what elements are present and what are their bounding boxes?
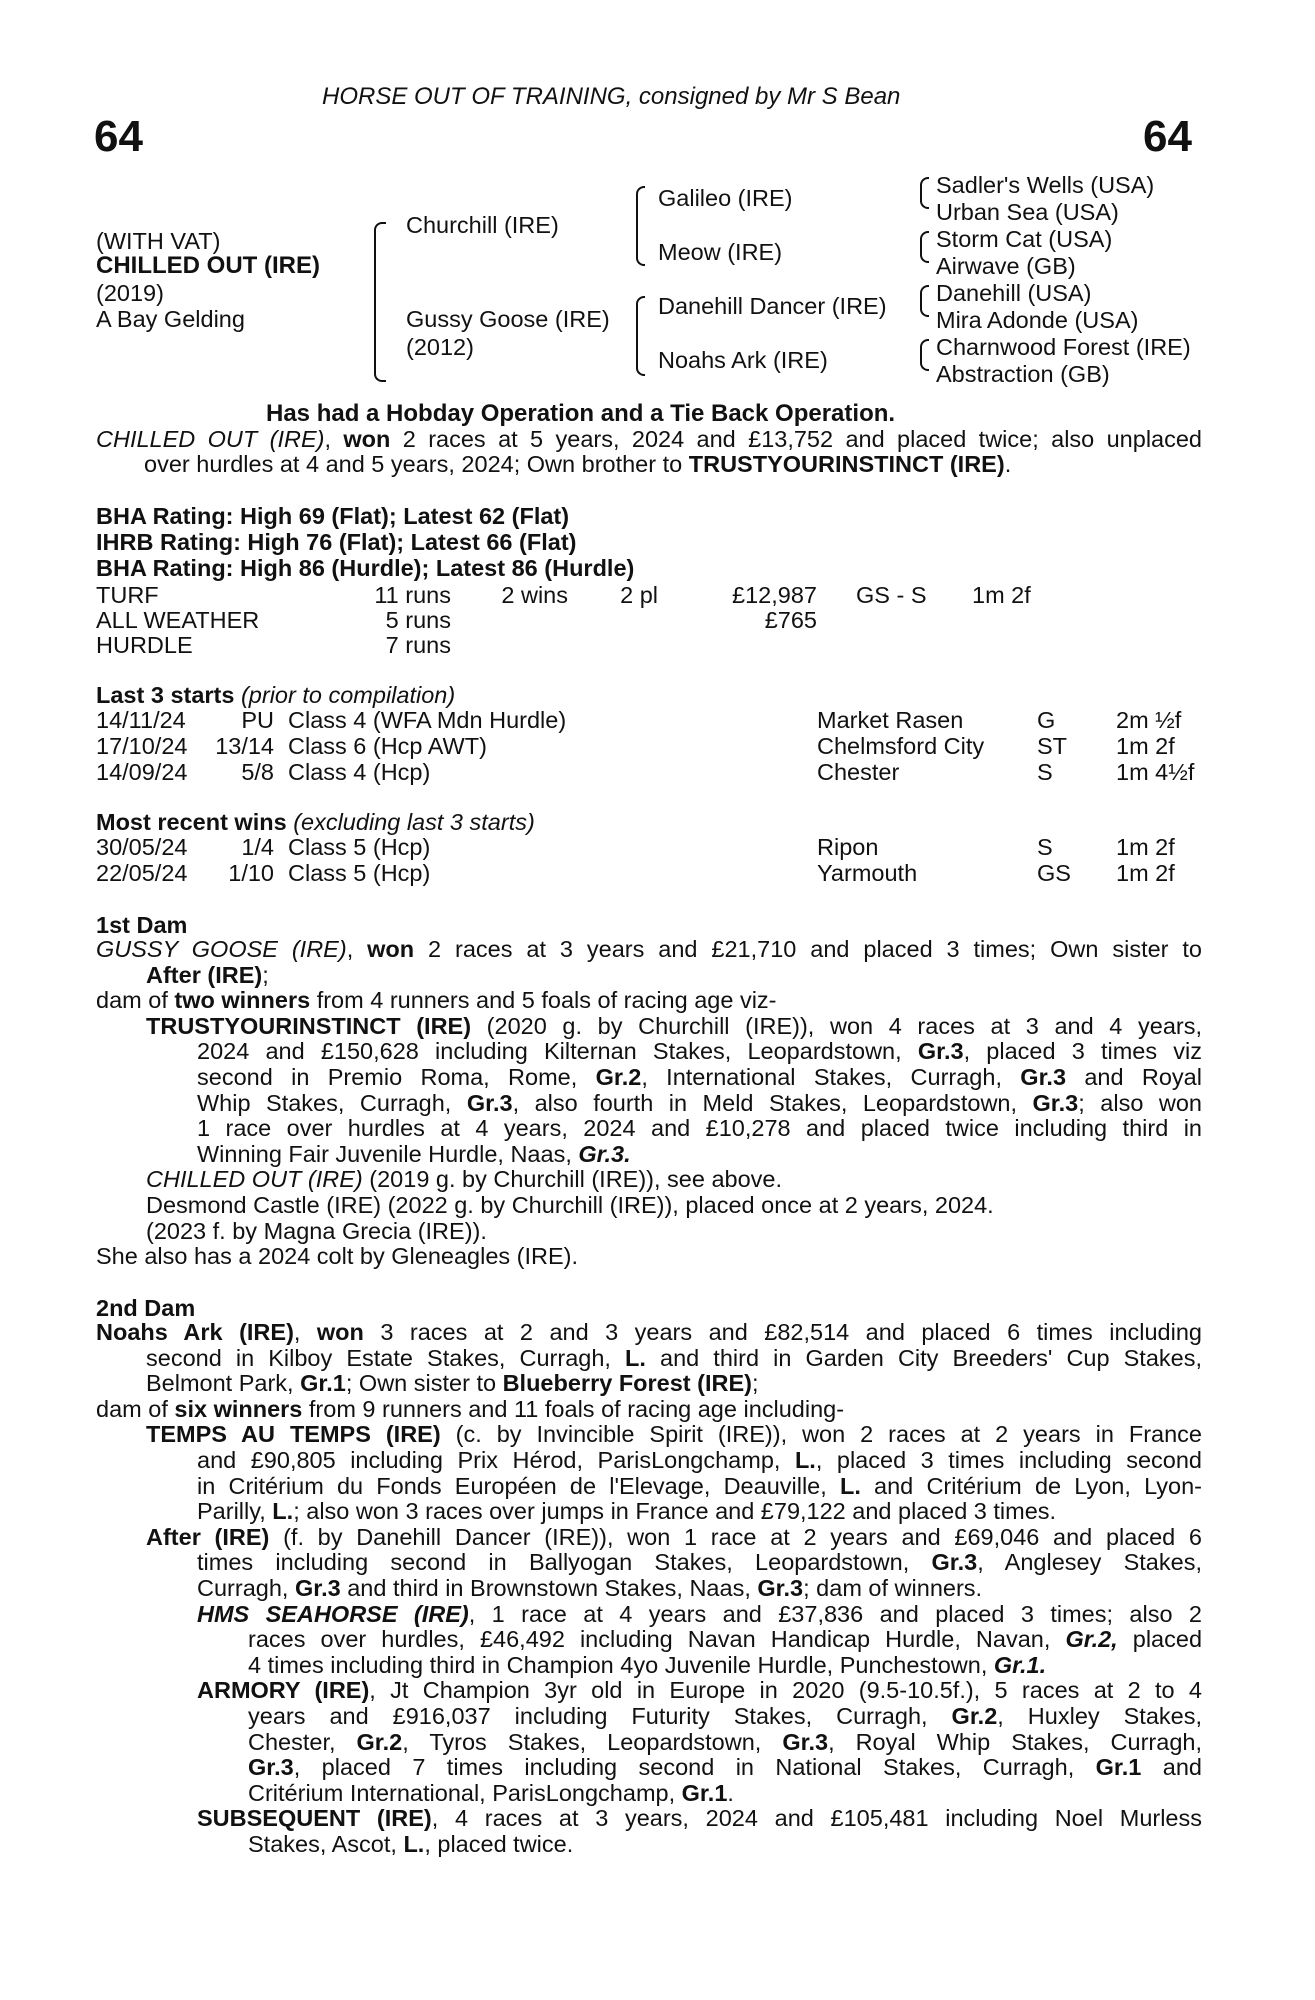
race-position: PU	[241, 707, 274, 733]
race-position: 5/8	[241, 759, 274, 785]
race-going: S	[1037, 759, 1053, 785]
pedigree-sdd: Airwave (GB)	[936, 253, 1076, 279]
record-pl: 2 pl	[620, 582, 658, 608]
text-line: times including second in Ballyogan Stakes, Leopardstown, Gr.3, Anglesey Stakes,	[197, 1549, 1202, 1576]
record-dist: 1m 2f	[972, 582, 1031, 608]
race-date: 14/11/24	[96, 707, 186, 733]
record-wins: 2 wins	[501, 582, 568, 608]
pedigree-sds: Storm Cat (USA)	[936, 226, 1113, 252]
text-line: Whip Stakes, Curragh, Gr.3, also fourth in Meld Stakes, Leopardstown, Gr.3; also won	[197, 1089, 1202, 1116]
race-distance: 1m 2f	[1116, 733, 1175, 759]
text-line: Curragh, Gr.3 and third in Brownstown Stakes, Naas, Gr.3; dam of winners.	[197, 1575, 983, 1601]
pedigree-brace-dd	[920, 339, 929, 371]
race-date: 30/05/24	[96, 834, 188, 860]
intro-line-1: CHILLED OUT (IRE), won 2 races at 5 years, 2024 and £13,752 and placed twice; also unplaced	[96, 426, 1203, 452]
text-line: years and £916,037 including Futurity Stakes, Curragh, Gr.2, Huxley Stakes,	[248, 1703, 1202, 1729]
pedigree-dss: Danehill (USA)	[936, 280, 1092, 306]
text-line: HMS SEAHORSE (IRE), 1 race at 4 years and £37,836 and placed 3 times; also 2	[197, 1600, 1202, 1627]
race-class: Class 5 (Hcp)	[288, 834, 431, 860]
text-line: races over hurdles, £46,492 including Navan Handicap Hurdle, Navan, Gr.2, placed	[248, 1626, 1203, 1653]
dam-dam: Noahs Ark (IRE)	[658, 347, 828, 373]
record-type: ALL WEATHER	[96, 607, 260, 633]
dam-name: Gussy Goose (IRE)	[406, 306, 610, 332]
race-class: Class 4 (WFA Mdn Hurdle)	[288, 707, 567, 733]
text-line: Belmont Park, Gr.1; Own sister to Blueberry Forest (IRE);	[146, 1370, 759, 1397]
text-line: dam of six winners from 9 runners and 11 foals of racing age including-	[96, 1395, 845, 1422]
pedigree-brace-sire	[636, 186, 645, 266]
sire-dam: Meow (IRE)	[658, 239, 783, 265]
record-type: TURF	[96, 582, 159, 608]
lot-number-left: 64	[94, 112, 143, 161]
pedigree-brace-dam	[636, 296, 645, 376]
text-line: 1 race over hurdles at 4 years, 2024 and £10,278 and placed twice including third in	[197, 1115, 1202, 1142]
sire-name: Churchill (IRE)	[406, 212, 559, 238]
race-distance: 2m ½f	[1116, 707, 1182, 733]
pedigree-dsd: Mira Adonde (USA)	[936, 307, 1139, 333]
race-course: Chelmsford City	[817, 733, 985, 759]
race-distance: 1m 2f	[1116, 834, 1175, 860]
text-line: SUBSEQUENT (IRE), 4 races at 3 years, 2024 and £105,481 including Noel Murless	[197, 1805, 1202, 1832]
rating-bha-flat: BHA Rating: High 69 (Flat); Latest 62 (Flat)	[96, 503, 570, 529]
text-line: 2024 and £150,628 including Kilternan Stakes, Leopardstown, Gr.3, placed 3 times viz	[197, 1038, 1203, 1065]
record-runs: 5 runs	[385, 607, 451, 633]
record-runs: 11 runs	[374, 582, 451, 608]
record-type: HURDLE	[96, 632, 193, 658]
text-line: ARMORY (IRE), Jt Champion 3yr old in Europe in 2020 (9.5-10.5f.), 5 races at 2 to 4	[197, 1677, 1203, 1704]
pedigree-brace-ss	[920, 177, 929, 209]
operation-notice: Has had a Hobday Operation and a Tie Back Operation.	[266, 400, 896, 427]
wins-heading: Most recent wins (excluding last 3 starts)	[96, 809, 535, 835]
text-line: TEMPS AU TEMPS (IRE) (c. by Invincible Spirit (IRE)), won 2 races at 2 years in France	[146, 1421, 1202, 1448]
record-going: GS - S	[856, 582, 927, 608]
horse-description: A Bay Gelding	[96, 306, 245, 332]
race-date: 17/10/24	[96, 733, 188, 759]
text-line: Chester, Gr.2, Tyros Stakes, Leopardstown, Gr.3, Royal Whip Stakes, Curragh,	[248, 1728, 1202, 1755]
record-money: £12,987	[732, 582, 817, 608]
race-date: 14/09/24	[96, 759, 188, 785]
race-course: Yarmouth	[817, 860, 918, 886]
record-money: £765	[764, 607, 817, 633]
first-dam-heading: 1st Dam	[96, 912, 188, 938]
race-course: Chester	[817, 759, 900, 785]
race-position: 13/14	[215, 733, 274, 759]
rating-bha-hurdle: BHA Rating: High 86 (Hurdle); Latest 86 (Hurdle)	[96, 555, 635, 581]
text-line: She also has a 2024 colt by Gleneagles (IRE).	[96, 1243, 579, 1270]
race-course: Market Rasen	[817, 707, 964, 733]
text-line: GUSSY GOOSE (IRE), won 2 races at 3 years and £21,710 and placed 3 times; Own sister to	[96, 936, 1203, 962]
lot-number-right: 64	[1143, 112, 1192, 161]
race-going: GS	[1037, 860, 1071, 886]
race-class: Class 5 (Hcp)	[288, 860, 431, 886]
race-date: 22/05/24	[96, 860, 188, 886]
race-going: S	[1037, 834, 1053, 860]
page-subtitle: HORSE OUT OF TRAINING, consigned by Mr S Bean	[322, 83, 901, 110]
second-dam-heading: 2nd Dam	[96, 1295, 196, 1321]
race-distance: 1m 4½f	[1116, 759, 1195, 785]
text-line: 4 times including third in Champion 4yo Juvenile Hurdle, Punchestown, Gr.1.	[248, 1651, 1047, 1678]
text-line: Parilly, L.; also won 3 races over jumps in France and £79,122 and placed 3 times.	[197, 1498, 1057, 1525]
race-going: ST	[1037, 733, 1068, 759]
pedigree-brace-sd	[920, 231, 929, 263]
record-runs: 7 runs	[385, 632, 451, 658]
rating-ihrb-flat: IHRB Rating: High 76 (Flat); Latest 66 (Flat)	[96, 529, 577, 555]
race-class: Class 4 (Hcp)	[288, 759, 431, 785]
race-course: Ripon	[817, 834, 879, 860]
race-position: 1/10	[228, 860, 274, 886]
text-line: and £90,805 including Prix Hérod, ParisLongchamp, L., placed 3 times including second	[197, 1447, 1202, 1473]
pedigree-ddd: Abstraction (GB)	[936, 361, 1110, 387]
text-line: Winning Fair Juvenile Hurdle, Naas, Gr.3.	[197, 1140, 631, 1167]
text-line: Stakes, Ascot, L., placed twice.	[248, 1831, 574, 1857]
text-line: second in Premio Roma, Rome, Gr.2, International Stakes, Curragh, Gr.3 and Royal	[197, 1064, 1202, 1090]
intro-line-2: over hurdles at 4 and 5 years, 2024; Own brother to TRUSTYOURINSTINCT (IRE).	[144, 451, 1012, 477]
text-line: Desmond Castle (IRE) (2022 g. by Churchill (IRE)), placed once at 2 years, 2024.	[146, 1192, 994, 1218]
race-going: G	[1037, 707, 1056, 733]
text-line: (2023 f. by Magna Grecia (IRE)).	[146, 1217, 487, 1244]
horse-name: CHILLED OUT (IRE)	[96, 252, 320, 279]
race-class: Class 6 (Hcp AWT)	[288, 733, 487, 759]
dam-year: (2012)	[406, 334, 474, 360]
vat-label: (WITH VAT)	[96, 228, 221, 254]
sire-sire: Galileo (IRE)	[658, 185, 793, 211]
last3-heading: Last 3 starts (prior to compilation)	[96, 682, 456, 708]
text-line: in Critérium du Fonds Européen de l'Elevage, Deauville, L. and Critérium de Lyon, Lyon-	[197, 1472, 1202, 1499]
pedigree-brace-main	[374, 222, 386, 382]
dam-sire: Danehill Dancer (IRE)	[658, 293, 887, 319]
pedigree-brace-ds	[920, 285, 929, 317]
text-line: CHILLED OUT (IRE) (2019 g. by Churchill (IRE)), see above.	[146, 1166, 783, 1193]
text-line: second in Kilboy Estate Stakes, Curragh, L. and third in Garden City Breeders' Cup Stakes,	[146, 1344, 1203, 1371]
pedigree-sss: Sadler's Wells (USA)	[936, 172, 1155, 198]
horse-year: (2019)	[96, 280, 164, 306]
text-line: Gr.3, placed 7 times including second in National Stakes, Curragh, Gr.1 and	[248, 1754, 1202, 1781]
text-line: After (IRE) (f. by Danehill Dancer (IRE)), won 1 race at 2 years and £69,046 and placed 6	[146, 1523, 1202, 1550]
text-line: Noahs Ark (IRE), won 3 races at 2 and 3 years and £82,514 and placed 6 times including	[96, 1319, 1202, 1345]
race-distance: 1m 2f	[1116, 860, 1175, 886]
text-line: Critérium International, ParisLongchamp, Gr.1.	[248, 1779, 734, 1806]
pedigree-dds: Charnwood Forest (IRE)	[936, 334, 1191, 360]
text-line: TRUSTYOURINSTINCT (IRE) (2020 g. by Churchill (IRE)), won 4 races at 3 and 4 years,	[146, 1012, 1202, 1039]
text-line: After (IRE);	[146, 961, 269, 988]
pedigree-ssd: Urban Sea (USA)	[936, 199, 1119, 225]
text-line: dam of two winners from 4 runners and 5 foals of racing age viz-	[96, 987, 777, 1014]
race-position: 1/4	[241, 834, 274, 860]
